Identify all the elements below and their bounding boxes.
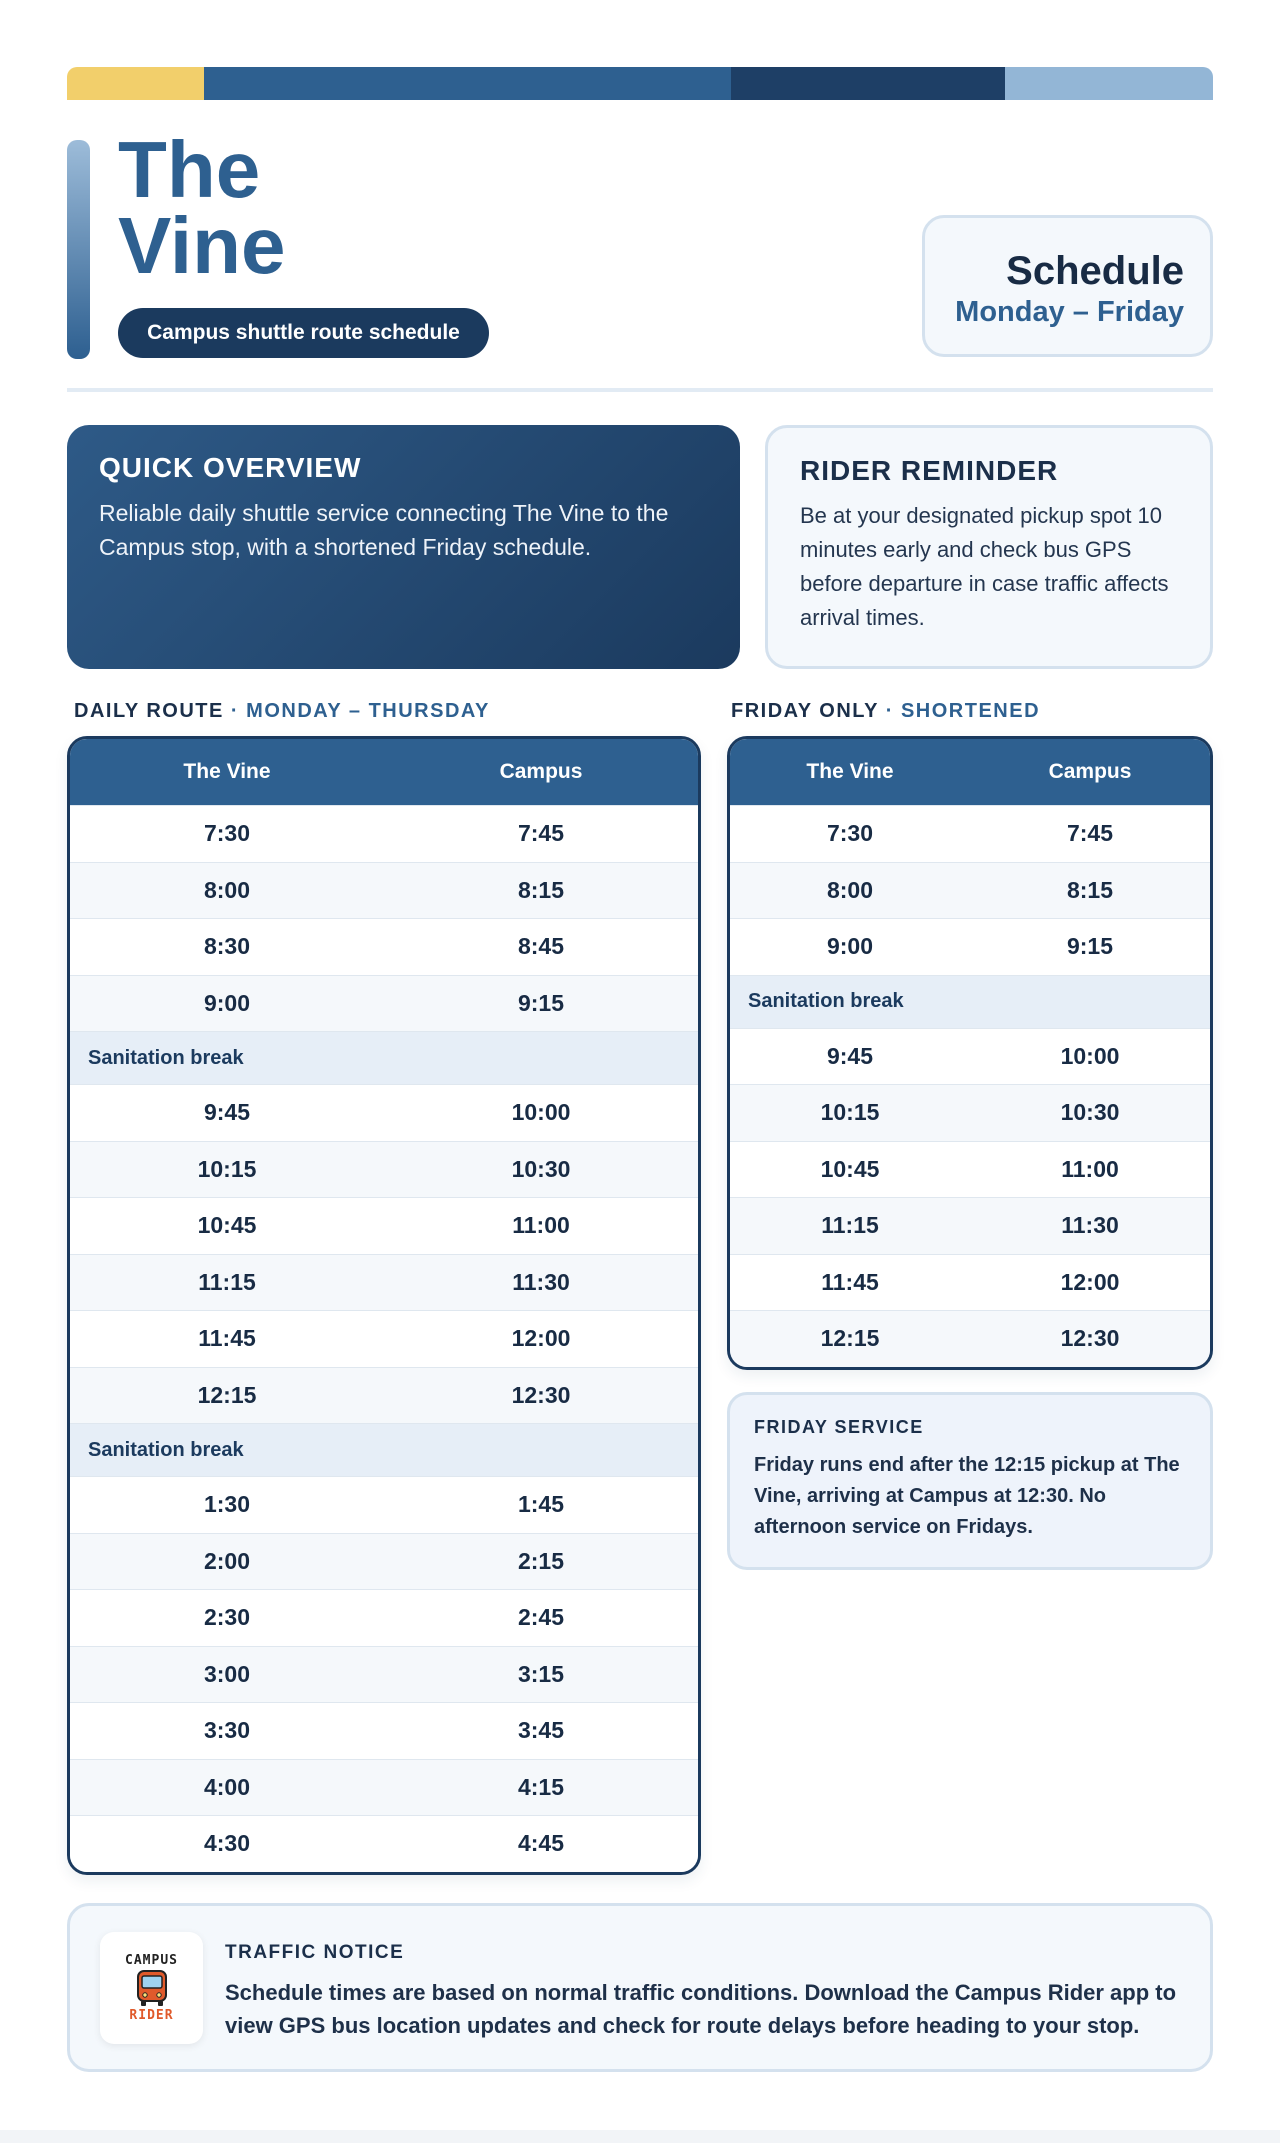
vine-time-cell: 3:00	[203, 1660, 251, 1687]
color-bar-blue	[204, 67, 731, 100]
table-row	[70, 805, 698, 862]
table-header	[730, 739, 1210, 805]
color-bar-yellow	[67, 67, 204, 100]
table-row	[730, 1197, 1210, 1254]
vine-time-cell: 11:15	[821, 1212, 879, 1239]
sanitation-break-row: Sanitation break	[70, 1031, 698, 1084]
table-row	[70, 1367, 698, 1424]
daily-label-separator: ·	[230, 700, 240, 722]
table-row	[70, 975, 698, 1032]
vine-time-cell: 8:30	[203, 933, 251, 960]
table-row	[70, 1815, 698, 1872]
friday-service-note	[727, 1392, 1213, 1570]
vine-time-cell: 4:30	[203, 1830, 251, 1857]
table-row	[70, 1476, 698, 1533]
table-row	[70, 1197, 698, 1254]
header-divider	[67, 388, 1213, 392]
friday-note-heading: FRIDAY SERVICE	[754, 1417, 924, 1437]
bus-icon	[132, 1968, 172, 2008]
campus-time-cell: 3:15	[517, 1660, 565, 1687]
campus-time-cell: 8:15	[517, 876, 565, 903]
campus-time-cell: 4:45	[517, 1830, 565, 1857]
table-row	[70, 862, 698, 919]
table-row	[70, 1646, 698, 1703]
campus-time-cell: 12:30	[1060, 1325, 1120, 1352]
table-row	[70, 1084, 698, 1141]
vine-time-cell: 9:00	[826, 933, 874, 960]
daily-label-main: DAILY ROUTE	[74, 700, 224, 722]
campus-time-cell: 10:30	[511, 1155, 571, 1182]
daily-label-sub: MONDAY – THURSDAY	[246, 700, 490, 722]
col-header-vine: The Vine	[183, 760, 271, 783]
table-row	[730, 918, 1210, 975]
friday-schedule-table	[727, 736, 1213, 1370]
campus-time-cell: 12:00	[511, 1325, 571, 1352]
daily-schedule-table	[67, 736, 701, 1875]
title-accent-bar	[67, 140, 90, 359]
logo-text-bottom: RIDER	[129, 2008, 174, 2023]
vine-time-cell: 1:30	[203, 1491, 251, 1518]
schedule-box	[922, 215, 1213, 357]
vine-time-cell: 11:45	[198, 1325, 256, 1352]
title-line-2: Vine	[118, 201, 286, 290]
color-bar-navy	[731, 67, 1005, 100]
table-row	[70, 918, 698, 975]
campus-time-cell: 9:15	[517, 989, 565, 1016]
campus-time-cell: 1:45	[517, 1491, 565, 1518]
vine-time-cell: 10:15	[197, 1155, 257, 1182]
overview-heading: QUICK OVERVIEW	[99, 452, 362, 483]
vine-time-cell: 10:45	[820, 1155, 880, 1182]
vine-time-cell: 9:45	[826, 1042, 874, 1069]
vine-time-cell: 8:00	[203, 876, 251, 903]
vine-time-cell: 11:45	[821, 1268, 879, 1295]
friday-route-label	[731, 700, 1040, 723]
campus-time-cell: 7:45	[517, 820, 565, 847]
campus-time-cell: 8:15	[1066, 876, 1114, 903]
traffic-heading: TRAFFIC NOTICE	[225, 1942, 405, 1963]
vine-time-cell: 2:30	[203, 1604, 251, 1631]
quick-overview-card	[67, 425, 740, 669]
sanitation-break-row: Sanitation break	[70, 1423, 698, 1476]
reminder-text: Be at your designated pickup spot 10 minutes early and check bus GPS before departure in case traffic affects arrival times.	[800, 503, 1169, 630]
table-header	[70, 739, 698, 805]
vine-time-cell: 12:15	[820, 1325, 880, 1352]
campus-time-cell: 12:30	[511, 1381, 571, 1408]
traffic-notice	[67, 1903, 1213, 2072]
campus-time-cell: 11:30	[512, 1268, 570, 1295]
friday-label-sub: SHORTENED	[900, 700, 1041, 722]
schedule-days: Monday – Friday	[955, 296, 1184, 328]
col-header-vine: The Vine	[806, 760, 894, 783]
vine-time-cell: 10:45	[197, 1212, 257, 1239]
campus-time-cell: 10:30	[1060, 1099, 1120, 1126]
schedule-heading: Schedule	[1006, 249, 1184, 293]
reminder-heading: RIDER REMINDER	[800, 455, 1059, 486]
title-line-1: The	[118, 125, 261, 214]
table-row	[730, 1310, 1210, 1367]
table-row	[70, 1702, 698, 1759]
friday-note-text: Friday runs end after the 12:15 pickup at The Vine, arriving at Campus at 12:30. No afternoon service on Fridays.	[754, 1454, 1180, 1538]
campus-time-cell: 4:15	[517, 1773, 565, 1800]
color-bar-light	[1005, 67, 1213, 100]
vine-time-cell: 4:00	[203, 1773, 251, 1800]
table-row	[70, 1310, 698, 1367]
campus-time-cell: 3:45	[517, 1717, 565, 1744]
table-row	[730, 1141, 1210, 1198]
vine-time-cell: 3:30	[203, 1717, 251, 1744]
logo-text-top: CAMPUS	[125, 1953, 178, 1968]
table-row	[730, 862, 1210, 919]
campus-time-cell: 11:00	[1061, 1155, 1119, 1182]
table-row	[70, 1254, 698, 1311]
sanitation-break-row: Sanitation break	[730, 975, 1210, 1028]
campus-time-cell: 10:00	[511, 1099, 571, 1126]
vine-time-cell: 12:15	[197, 1381, 257, 1408]
campus-rider-logo	[100, 1932, 203, 2044]
campus-time-cell: 7:45	[1066, 820, 1114, 847]
campus-time-cell: 2:45	[517, 1604, 565, 1631]
table-row	[70, 1141, 698, 1198]
vine-time-cell: 10:15	[820, 1099, 880, 1126]
campus-time-cell: 11:00	[512, 1212, 570, 1239]
vine-time-cell: 9:45	[203, 1099, 251, 1126]
table-row	[70, 1589, 698, 1646]
table-row	[730, 1254, 1210, 1311]
campus-time-cell: 12:00	[1060, 1268, 1120, 1295]
rider-reminder-card	[765, 425, 1213, 669]
table-row	[730, 805, 1210, 862]
table-row	[70, 1533, 698, 1590]
campus-time-cell: 9:15	[1066, 933, 1114, 960]
vine-time-cell: 8:00	[826, 876, 874, 903]
footer-strip	[0, 2130, 1280, 2143]
col-header-campus: Campus	[1048, 760, 1132, 783]
overview-text: Reliable daily shuttle service connecting The Vine to the Campus stop, with a shortened Friday schedule.	[99, 500, 669, 560]
page-title	[118, 125, 286, 290]
header-color-bar	[67, 67, 1213, 100]
subtitle-badge: Campus shuttle route schedule	[118, 308, 489, 358]
vine-time-cell: 2:00	[203, 1547, 251, 1574]
friday-label-main: FRIDAY ONLY	[731, 700, 879, 722]
campus-time-cell: 8:45	[517, 933, 565, 960]
table-row	[730, 1084, 1210, 1141]
table-row	[70, 1759, 698, 1816]
vine-time-cell: 7:30	[826, 820, 874, 847]
col-header-campus: Campus	[499, 760, 583, 783]
campus-time-cell: 2:15	[517, 1547, 565, 1574]
vine-time-cell: 7:30	[203, 820, 251, 847]
friday-label-separator: ·	[885, 700, 894, 722]
vine-time-cell: 11:15	[198, 1268, 256, 1295]
daily-route-label	[74, 700, 490, 723]
campus-time-cell: 11:30	[1061, 1212, 1119, 1239]
vine-time-cell: 9:00	[203, 989, 251, 1016]
traffic-text: Schedule times are based on normal traffic conditions. Download the Campus Rider app to view GPS bus location updates and check for route delays before heading to your stop.	[225, 1980, 1177, 2038]
table-row	[730, 1028, 1210, 1085]
campus-time-cell: 10:00	[1060, 1042, 1120, 1069]
